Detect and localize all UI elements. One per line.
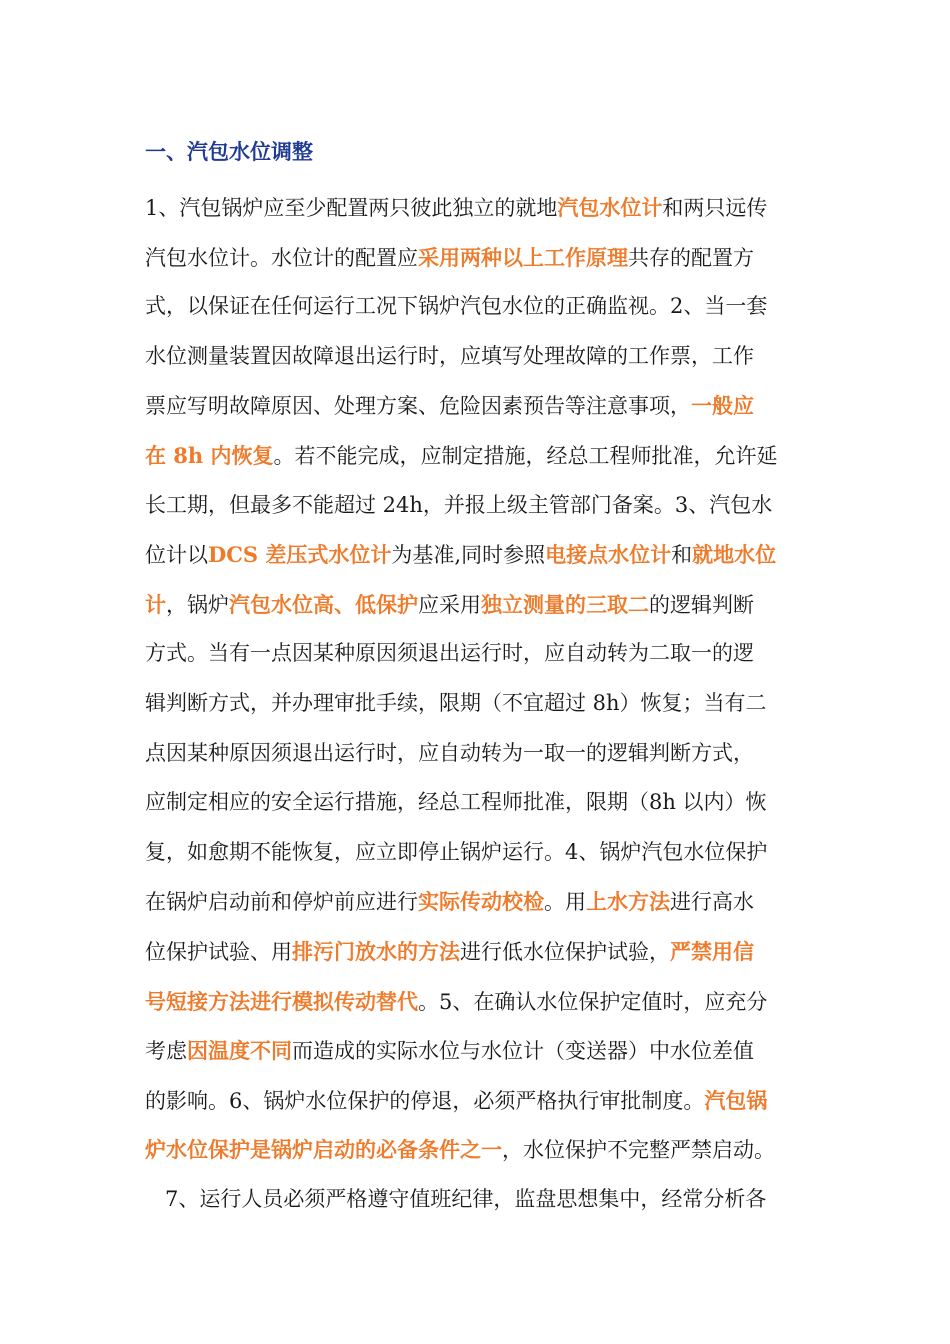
text-line bbox=[145, 431, 820, 481]
text-run: 长工期，但最多不能超过 24h，并报上级主管部门备案。3、汽包水 bbox=[145, 492, 773, 517]
text-line bbox=[145, 1076, 820, 1126]
text-run: 应制定相应的安全运行措施，经总工程师批准，限期（8h 以内）恢 bbox=[145, 790, 767, 815]
text-run: 的影响。6、锅炉水位保护的停退，必须严格执行审批制度。 bbox=[145, 1088, 705, 1113]
text-line bbox=[145, 580, 820, 630]
text-run: 考虑 bbox=[145, 1039, 187, 1064]
text-line bbox=[145, 729, 820, 779]
highlighted-text: 实际传动校检 bbox=[418, 889, 544, 915]
text-line bbox=[145, 1125, 820, 1175]
highlighted-text: 独立测量的三取二 bbox=[481, 591, 649, 617]
text-line bbox=[145, 481, 820, 531]
highlighted-text: 炉水位保护是锅炉启动的必备条件之一 bbox=[145, 1137, 502, 1163]
text-run: 。5、在确认水位保护定值时，应充分 bbox=[418, 989, 768, 1014]
text-run: 共存的配置方 bbox=[628, 245, 754, 270]
text-run: 1、汽包锅炉应至少配置两只彼此独立的就地 bbox=[145, 196, 558, 220]
highlighted-text: 在 8h 内恢复 bbox=[145, 442, 274, 468]
text-line bbox=[145, 629, 820, 679]
text-run: 水位测量装置因故障退出运行时，应填写处理故障的工作票，工作 bbox=[145, 343, 754, 368]
text-line bbox=[145, 233, 820, 283]
text-run: 进行高水 bbox=[670, 890, 754, 915]
highlighted-text: 就地水位 bbox=[692, 542, 777, 568]
text-line bbox=[145, 877, 820, 927]
text-run: ，水位保护不完整严禁启动。 bbox=[502, 1138, 775, 1163]
text-line bbox=[145, 282, 820, 332]
text-run: 复，如愈期不能恢复，应立即停止锅炉运行。4、锅炉汽包水位保护 bbox=[145, 839, 768, 864]
text-run: 7、运行人员必须严格遵守值班纪律，监盘思想集中，经常分析各 bbox=[165, 1186, 767, 1211]
text-run: 和两只远传 bbox=[662, 196, 768, 220]
text-run: ，锅炉 bbox=[166, 592, 229, 617]
text-run: 式，以保证在任何运行工况下锅炉汽包水位的正确监视。2、当一套 bbox=[145, 294, 768, 319]
text-run: 在锅炉启动前和停炉前应进行 bbox=[145, 890, 418, 915]
text-run: 。用 bbox=[544, 890, 586, 915]
text-run: 点因某种原因须退出运行时，应自动转为一取一的逻辑判断方式， bbox=[145, 740, 754, 765]
highlighted-text: 上水方法 bbox=[586, 889, 670, 915]
text-run: 。若不能完成，应制定措施，经总工程师批准，允许延 bbox=[273, 443, 778, 468]
text-line bbox=[145, 1026, 820, 1076]
highlighted-text: DCS 差压式水位计 bbox=[208, 542, 392, 568]
text-run: 方式。当有一点因某种原因须退出运行时，应自动转为二取一的逻 bbox=[145, 641, 754, 666]
text-line bbox=[145, 530, 820, 580]
highlighted-text: 电接点水位计 bbox=[545, 542, 672, 568]
text-line bbox=[145, 679, 820, 729]
text-run: 应采用 bbox=[418, 592, 481, 617]
text-run: 为基准,同时参照 bbox=[391, 543, 546, 568]
highlighted-text: 汽包水位计 bbox=[557, 195, 663, 220]
text-line bbox=[145, 828, 820, 878]
text-line bbox=[145, 927, 820, 977]
highlighted-text: 一般应 bbox=[691, 393, 754, 419]
highlighted-text: 排污门放水的方法 bbox=[292, 938, 460, 964]
highlighted-text: 汽包水位高、低保护 bbox=[229, 591, 418, 617]
highlighted-text: 计 bbox=[145, 591, 166, 617]
text-line bbox=[145, 1175, 820, 1225]
highlighted-text: 采用两种以上工作原理 bbox=[418, 244, 628, 270]
highlighted-text: 因温度不同 bbox=[187, 1038, 292, 1064]
text-run: 辑判断方式，并办理审批手续，限期（不宜超过 8h）恢复；当有二 bbox=[145, 690, 767, 715]
text-run: 的逻辑判断 bbox=[649, 592, 754, 617]
text-line bbox=[145, 381, 820, 431]
text-run: 而造成的实际水位与水位计（变送器）中水位差值 bbox=[292, 1039, 754, 1064]
text-run: 位保护试验、用 bbox=[145, 939, 292, 964]
text-run: 进行低水位保护试验， bbox=[460, 939, 670, 964]
text-run: 和 bbox=[671, 543, 693, 568]
text-run: 汽包水位计。水位计的配置应 bbox=[145, 245, 418, 270]
text-line bbox=[145, 183, 820, 233]
text-line bbox=[145, 332, 820, 382]
text-line bbox=[145, 977, 820, 1027]
text-line bbox=[145, 778, 820, 828]
section-heading: 一、汽包水位调整 bbox=[145, 139, 313, 164]
text-run: 票应写明故障原因、处理方案、危险因素预告等注意事项， bbox=[145, 394, 691, 419]
highlighted-text: 号短接方法进行模拟传动替代 bbox=[145, 988, 418, 1014]
highlighted-text: 严禁用信 bbox=[670, 938, 754, 964]
highlighted-text: 汽包锅 bbox=[704, 1087, 768, 1113]
text-run: 位计以 bbox=[145, 543, 208, 568]
body-paragraph bbox=[145, 183, 820, 1224]
